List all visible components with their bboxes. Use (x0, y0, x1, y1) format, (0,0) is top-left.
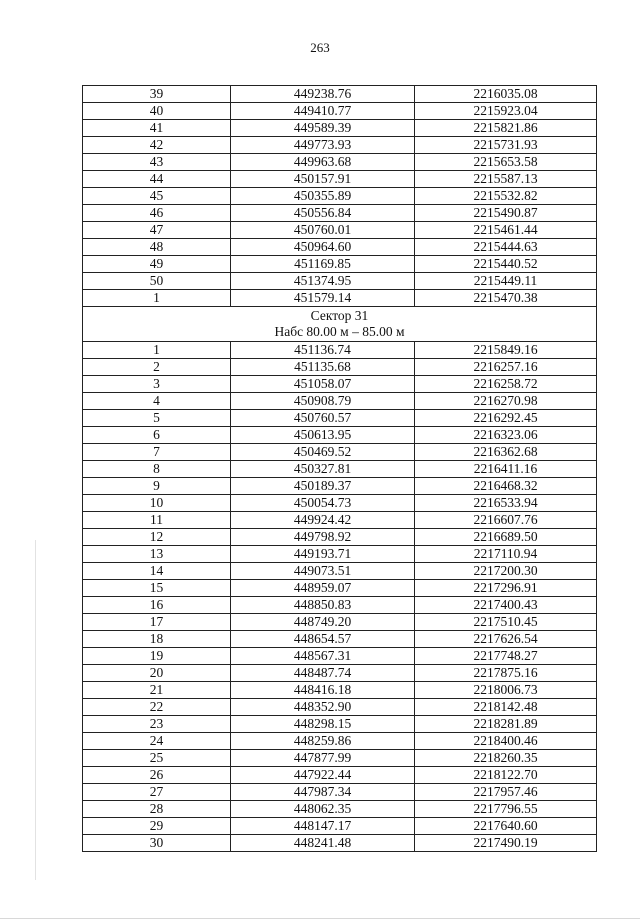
point-number-cell: 43 (83, 154, 231, 171)
point-number-cell: 41 (83, 120, 231, 137)
table-row (83, 393, 597, 410)
table-row (83, 699, 597, 716)
y-coordinate-cell: 2217626.54 (415, 631, 597, 648)
table-row (83, 273, 597, 290)
table-row (83, 563, 597, 580)
x-coordinate-cell: 450613.95 (231, 427, 415, 444)
table-row (83, 444, 597, 461)
point-number-cell: 24 (83, 733, 231, 750)
table-row (83, 290, 597, 307)
y-coordinate-cell: 2216689.50 (415, 529, 597, 546)
page-number: 263 (310, 40, 330, 55)
y-coordinate-cell: 2217748.27 (415, 648, 597, 665)
x-coordinate-cell: 451135.68 (231, 359, 415, 376)
point-number-cell: 17 (83, 614, 231, 631)
x-coordinate-cell: 450327.81 (231, 461, 415, 478)
coordinates-sheet (82, 85, 596, 852)
table-row (83, 801, 597, 818)
y-coordinate-cell: 2215490.87 (415, 205, 597, 222)
x-coordinate-cell: 449073.51 (231, 563, 415, 580)
y-coordinate-cell: 2218260.35 (415, 750, 597, 767)
y-coordinate-cell: 2218281.89 (415, 716, 597, 733)
point-number-cell: 7 (83, 444, 231, 461)
table-row (83, 86, 597, 103)
table-row (83, 682, 597, 699)
y-coordinate-cell: 2217490.19 (415, 835, 597, 852)
y-coordinate-cell: 2217400.43 (415, 597, 597, 614)
table-row (83, 597, 597, 614)
sector-header-cell (83, 307, 597, 342)
table-row (83, 784, 597, 801)
y-coordinate-cell: 2217875.16 (415, 665, 597, 682)
x-coordinate-cell: 451169.85 (231, 256, 415, 273)
point-number-cell: 5 (83, 410, 231, 427)
point-number-cell: 30 (83, 835, 231, 852)
x-coordinate-cell: 448416.18 (231, 682, 415, 699)
x-coordinate-cell: 448241.48 (231, 835, 415, 852)
point-number-cell: 11 (83, 512, 231, 529)
y-coordinate-cell: 2215587.13 (415, 171, 597, 188)
sector-header-row (83, 307, 597, 342)
x-coordinate-cell: 449589.39 (231, 120, 415, 137)
point-number-cell: 39 (83, 86, 231, 103)
x-coordinate-cell: 447987.34 (231, 784, 415, 801)
table-row (83, 495, 597, 512)
x-coordinate-cell: 449238.76 (231, 86, 415, 103)
x-coordinate-cell: 449963.68 (231, 154, 415, 171)
table-row (83, 461, 597, 478)
y-coordinate-cell: 2215653.58 (415, 154, 597, 171)
point-number-cell: 25 (83, 750, 231, 767)
point-number-cell: 14 (83, 563, 231, 580)
y-coordinate-cell: 2216411.16 (415, 461, 597, 478)
y-coordinate-cell: 2216257.16 (415, 359, 597, 376)
scan-bottom-edge (0, 918, 640, 919)
x-coordinate-cell: 450760.01 (231, 222, 415, 239)
point-number-cell: 46 (83, 205, 231, 222)
y-coordinate-cell: 2215923.04 (415, 103, 597, 120)
table-row (83, 239, 597, 256)
x-coordinate-cell: 449798.92 (231, 529, 415, 546)
table-row (83, 376, 597, 393)
table-row (83, 546, 597, 563)
y-coordinate-cell: 2215532.82 (415, 188, 597, 205)
table-row (83, 750, 597, 767)
table-row (83, 529, 597, 546)
table-row (83, 359, 597, 376)
table-row (83, 137, 597, 154)
table-row (83, 665, 597, 682)
y-coordinate-cell: 2216323.06 (415, 427, 597, 444)
y-coordinate-cell: 2215731.93 (415, 137, 597, 154)
y-coordinate-cell: 2218400.46 (415, 733, 597, 750)
coordinates-table-body-after (83, 342, 597, 852)
table-row (83, 631, 597, 648)
y-coordinate-cell: 2216035.08 (415, 86, 597, 103)
y-coordinate-cell: 2216292.45 (415, 410, 597, 427)
point-number-cell: 3 (83, 376, 231, 393)
table-row (83, 103, 597, 120)
point-number-cell: 27 (83, 784, 231, 801)
y-coordinate-cell: 2216468.32 (415, 478, 597, 495)
point-number-cell: 23 (83, 716, 231, 733)
x-coordinate-cell: 451058.07 (231, 376, 415, 393)
x-coordinate-cell: 450908.79 (231, 393, 415, 410)
y-coordinate-cell: 2215470.38 (415, 290, 597, 307)
y-coordinate-cell: 2217957.46 (415, 784, 597, 801)
table-row (83, 716, 597, 733)
point-number-cell: 2 (83, 359, 231, 376)
y-coordinate-cell: 2215461.44 (415, 222, 597, 239)
point-number-cell: 4 (83, 393, 231, 410)
point-number-cell: 29 (83, 818, 231, 835)
y-coordinate-cell: 2217796.55 (415, 801, 597, 818)
point-number-cell: 50 (83, 273, 231, 290)
table-row (83, 171, 597, 188)
x-coordinate-cell: 448147.17 (231, 818, 415, 835)
point-number-cell: 19 (83, 648, 231, 665)
x-coordinate-cell: 448298.15 (231, 716, 415, 733)
y-coordinate-cell: 2218142.48 (415, 699, 597, 716)
x-coordinate-cell: 450760.57 (231, 410, 415, 427)
x-coordinate-cell: 450157.91 (231, 171, 415, 188)
point-number-cell: 28 (83, 801, 231, 818)
table-row (83, 342, 597, 359)
y-coordinate-cell: 2215821.86 (415, 120, 597, 137)
x-coordinate-cell: 451579.14 (231, 290, 415, 307)
y-coordinate-cell: 2216533.94 (415, 495, 597, 512)
x-coordinate-cell: 450964.60 (231, 239, 415, 256)
y-coordinate-cell: 2217640.60 (415, 818, 597, 835)
table-row (83, 512, 597, 529)
x-coordinate-cell: 448352.90 (231, 699, 415, 716)
table-row (83, 648, 597, 665)
point-number-cell: 48 (83, 239, 231, 256)
scan-margin-line (35, 540, 36, 880)
point-number-cell: 10 (83, 495, 231, 512)
table-row (83, 818, 597, 835)
point-number-cell: 16 (83, 597, 231, 614)
table-row (83, 205, 597, 222)
table-row (83, 120, 597, 137)
point-number-cell: 22 (83, 699, 231, 716)
table-row (83, 427, 597, 444)
sector-title: Сектор 31 (310, 308, 369, 323)
point-number-cell: 6 (83, 427, 231, 444)
x-coordinate-cell: 451374.95 (231, 273, 415, 290)
y-coordinate-cell: 2215440.52 (415, 256, 597, 273)
point-number-cell: 1 (83, 342, 231, 359)
point-number-cell: 9 (83, 478, 231, 495)
coordinates-table-body-before (83, 86, 597, 307)
table-row (83, 478, 597, 495)
point-number-cell: 15 (83, 580, 231, 597)
y-coordinate-cell: 2216258.72 (415, 376, 597, 393)
x-coordinate-cell: 449193.71 (231, 546, 415, 563)
y-coordinate-cell: 2217510.45 (415, 614, 597, 631)
point-number-cell: 40 (83, 103, 231, 120)
x-coordinate-cell: 450189.37 (231, 478, 415, 495)
y-coordinate-cell: 2216270.98 (415, 393, 597, 410)
table-row (83, 614, 597, 631)
x-coordinate-cell: 449773.93 (231, 137, 415, 154)
y-coordinate-cell: 2216607.76 (415, 512, 597, 529)
table-row (83, 154, 597, 171)
x-coordinate-cell: 447877.99 (231, 750, 415, 767)
x-coordinate-cell: 450556.84 (231, 205, 415, 222)
coordinates-table (82, 85, 597, 852)
sector-subtitle: Набс 80.00 м – 85.00 м (274, 324, 405, 339)
x-coordinate-cell: 448567.31 (231, 648, 415, 665)
table-row (83, 410, 597, 427)
x-coordinate-cell: 450054.73 (231, 495, 415, 512)
point-number-cell: 47 (83, 222, 231, 239)
x-coordinate-cell: 448850.83 (231, 597, 415, 614)
x-coordinate-cell: 451136.74 (231, 342, 415, 359)
x-coordinate-cell: 449410.77 (231, 103, 415, 120)
table-row (83, 835, 597, 852)
point-number-cell: 20 (83, 665, 231, 682)
x-coordinate-cell: 450469.52 (231, 444, 415, 461)
point-number-cell: 8 (83, 461, 231, 478)
table-row (83, 580, 597, 597)
table-row (83, 222, 597, 239)
point-number-cell: 12 (83, 529, 231, 546)
x-coordinate-cell: 448259.86 (231, 733, 415, 750)
table-row (83, 733, 597, 750)
x-coordinate-cell: 448062.35 (231, 801, 415, 818)
point-number-cell: 13 (83, 546, 231, 563)
x-coordinate-cell: 448959.07 (231, 580, 415, 597)
y-coordinate-cell: 2218122.70 (415, 767, 597, 784)
point-number-cell: 42 (83, 137, 231, 154)
x-coordinate-cell: 448654.57 (231, 631, 415, 648)
point-number-cell: 1 (83, 290, 231, 307)
y-coordinate-cell: 2215449.11 (415, 273, 597, 290)
point-number-cell: 45 (83, 188, 231, 205)
table-row (83, 767, 597, 784)
y-coordinate-cell: 2215444.63 (415, 239, 597, 256)
y-coordinate-cell: 2218006.73 (415, 682, 597, 699)
point-number-cell: 44 (83, 171, 231, 188)
x-coordinate-cell: 448487.74 (231, 665, 415, 682)
table-row (83, 256, 597, 273)
x-coordinate-cell: 448749.20 (231, 614, 415, 631)
point-number-cell: 21 (83, 682, 231, 699)
sector-header-body (83, 307, 597, 342)
y-coordinate-cell: 2216362.68 (415, 444, 597, 461)
x-coordinate-cell: 447922.44 (231, 767, 415, 784)
y-coordinate-cell: 2217110.94 (415, 546, 597, 563)
y-coordinate-cell: 2215849.16 (415, 342, 597, 359)
x-coordinate-cell: 449924.42 (231, 512, 415, 529)
point-number-cell: 18 (83, 631, 231, 648)
x-coordinate-cell: 450355.89 (231, 188, 415, 205)
point-number-cell: 49 (83, 256, 231, 273)
table-row (83, 188, 597, 205)
point-number-cell: 26 (83, 767, 231, 784)
y-coordinate-cell: 2217200.30 (415, 563, 597, 580)
y-coordinate-cell: 2217296.91 (415, 580, 597, 597)
